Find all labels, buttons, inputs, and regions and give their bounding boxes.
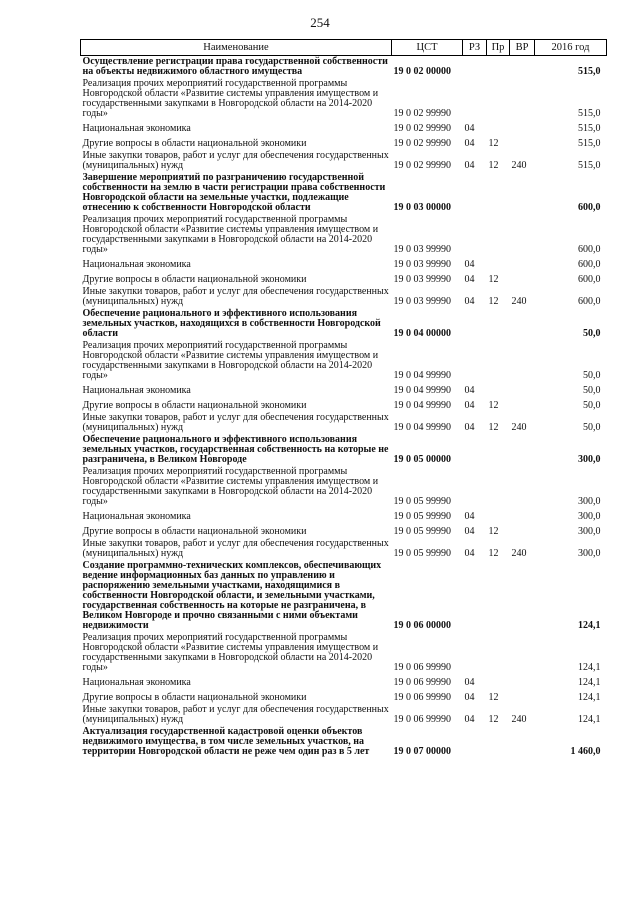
row-amount: 124,1 — [578, 714, 601, 725]
header-name: Наименование — [81, 40, 392, 56]
table-row — [81, 150, 607, 172]
row-vr — [510, 689, 535, 704]
row-pr — [487, 560, 510, 632]
table-row — [81, 689, 607, 704]
row-amount: 124,1 — [578, 692, 601, 703]
row-pr — [487, 308, 510, 340]
row-cst: 19 0 05 00000 — [393, 454, 451, 465]
row-name: Иные закупки товаров, работ и услуг для обеспечения государственных (муниципальных) нужд — [82, 150, 389, 171]
row-cst: 19 0 06 99990 — [393, 692, 451, 703]
row-amount: 50,0 — [583, 385, 601, 396]
row-pr — [487, 508, 510, 523]
table-row — [81, 397, 607, 412]
row-name: Иные закупки товаров, работ и услуг для обеспечения государственных (муниципальных) нужд — [82, 286, 389, 307]
table-row — [81, 726, 607, 758]
row-amount: 515,0 — [578, 108, 601, 119]
table-row — [81, 340, 607, 382]
row-name: Другие вопросы в области национальной экономики — [82, 138, 307, 149]
row-amount: 600,0 — [578, 296, 601, 307]
row-cst: 19 0 06 99990 — [393, 677, 451, 688]
row-amount: 600,0 — [578, 274, 601, 285]
row-rz: 04 — [464, 526, 475, 537]
row-rz: 04 — [464, 692, 475, 703]
row-rz — [463, 466, 487, 508]
row-cst: 19 0 03 99990 — [393, 244, 451, 255]
row-amount: 515,0 — [578, 123, 601, 134]
row-cst: 19 0 03 00000 — [393, 202, 451, 213]
table-row — [81, 434, 607, 466]
row-name: Актуализация государственной кадастровой оценки объектов недвижимого имущества, в том числе земельных участков, на территории Новгородской области не реже чем один раз в 5 лет — [82, 726, 370, 757]
row-cst: 19 0 05 99990 — [393, 511, 451, 522]
row-rz: 04 — [464, 714, 475, 725]
row-pr: 12 — [488, 296, 499, 307]
row-name: Реализация прочих мероприятий государственной программы Новгородской области «Развитие системы управления имуществом и государственными закупками в Новгородской области на 2014-2020 годы» — [82, 340, 379, 381]
row-amount: 600,0 — [578, 244, 601, 255]
row-cst: 19 0 04 99990 — [393, 370, 451, 381]
row-name: Обеспечение рационального и эффективного использования земельных участков, находящихся в собственности Новгородской области — [82, 308, 381, 339]
row-name: Другие вопросы в области национальной экономики — [82, 692, 307, 703]
row-pr — [487, 172, 510, 214]
row-rz: 04 — [464, 400, 475, 411]
row-rz — [463, 726, 487, 758]
header-rz: РЗ — [463, 40, 487, 56]
row-cst: 19 0 03 99990 — [393, 296, 451, 307]
table-row — [81, 271, 607, 286]
row-cst: 19 0 05 99990 — [393, 548, 451, 559]
row-amount: 515,0 — [578, 138, 601, 149]
row-rz: 04 — [464, 385, 475, 396]
row-amount: 50,0 — [583, 400, 601, 411]
row-amount: 50,0 — [583, 370, 601, 381]
row-vr — [510, 382, 535, 397]
row-rz: 04 — [464, 123, 475, 134]
row-vr — [510, 523, 535, 538]
row-vr — [510, 508, 535, 523]
row-pr — [487, 434, 510, 466]
row-rz: 04 — [464, 677, 475, 688]
row-vr — [510, 172, 535, 214]
row-rz: 04 — [464, 274, 475, 285]
row-cst: 19 0 05 99990 — [393, 496, 451, 507]
row-name: Другие вопросы в области национальной экономики — [82, 526, 307, 537]
row-cst: 19 0 02 99990 — [393, 160, 451, 171]
row-rz: 04 — [464, 259, 475, 270]
row-name: Иные закупки товаров, работ и услуг для обеспечения государственных (муниципальных) нужд — [82, 412, 389, 433]
row-rz: 04 — [464, 511, 475, 522]
table-row — [81, 466, 607, 508]
row-amount: 1 460,0 — [570, 746, 601, 757]
table-row — [81, 508, 607, 523]
header-vr: ВР — [510, 40, 535, 56]
row-vr — [510, 135, 535, 150]
table-row — [81, 412, 607, 434]
table-row — [81, 135, 607, 150]
table-header-row — [81, 40, 607, 56]
table-row — [81, 78, 607, 120]
row-rz — [463, 78, 487, 120]
row-vr — [510, 214, 535, 256]
row-amount: 600,0 — [578, 202, 601, 213]
row-amount: 300,0 — [578, 548, 601, 559]
row-amount: 50,0 — [583, 328, 601, 339]
row-pr: 12 — [488, 692, 499, 703]
row-rz: 04 — [464, 548, 475, 559]
row-amount: 300,0 — [578, 454, 601, 465]
row-cst: 19 0 04 99990 — [393, 400, 451, 411]
row-name: Иные закупки товаров, работ и услуг для обеспечения государственных (муниципальных) нужд — [82, 538, 389, 559]
row-rz — [463, 56, 487, 79]
row-amount: 515,0 — [578, 66, 601, 77]
row-rz: 04 — [464, 296, 475, 307]
row-pr: 12 — [488, 422, 499, 433]
row-amount: 124,1 — [578, 620, 601, 631]
row-amount: 300,0 — [578, 526, 601, 537]
row-vr — [510, 56, 535, 79]
row-name: Обеспечение рационального и эффективного использования земельных участков, государственная собственность на которые не разграничена, в Великом Новгороде — [82, 434, 389, 465]
table-row — [81, 308, 607, 340]
row-vr — [510, 120, 535, 135]
row-vr: 240 — [511, 422, 527, 433]
table-row — [81, 632, 607, 674]
row-name: Реализация прочих мероприятий государственной программы Новгородской области «Развитие системы управления имуществом и государственными закупками в Новгородской области на 2014-2020 годы» — [82, 214, 379, 255]
row-rz — [463, 560, 487, 632]
row-cst: 19 0 06 99990 — [393, 662, 451, 673]
row-cst: 19 0 02 00000 — [393, 66, 451, 77]
row-vr: 240 — [511, 160, 527, 171]
row-vr: 240 — [511, 714, 527, 725]
row-amount: 300,0 — [578, 496, 601, 507]
row-name: Реализация прочих мероприятий государственной программы Новгородской области «Развитие системы управления имуществом и государственными закупками в Новгородской области на 2014-2020 годы» — [82, 632, 379, 673]
row-vr — [510, 78, 535, 120]
table-row — [81, 256, 607, 271]
row-pr: 12 — [488, 548, 499, 559]
row-name: Национальная экономика — [82, 259, 191, 270]
row-rz — [463, 434, 487, 466]
row-vr — [510, 726, 535, 758]
header-pr: Пр — [487, 40, 510, 56]
row-rz — [463, 340, 487, 382]
row-vr — [510, 560, 535, 632]
table-row — [81, 538, 607, 560]
budget-table — [80, 39, 607, 758]
table-row — [81, 523, 607, 538]
header-year: 2016 год — [535, 40, 607, 56]
row-name: Национальная экономика — [82, 123, 191, 134]
row-pr — [487, 340, 510, 382]
row-pr — [487, 674, 510, 689]
table-row — [81, 172, 607, 214]
row-cst: 19 0 03 99990 — [393, 274, 451, 285]
row-vr — [510, 340, 535, 382]
row-name: Национальная экономика — [82, 385, 191, 396]
row-vr — [510, 632, 535, 674]
table-row — [81, 560, 607, 632]
row-cst: 19 0 06 99990 — [393, 714, 451, 725]
row-cst: 19 0 04 99990 — [393, 385, 451, 396]
row-amount: 600,0 — [578, 259, 601, 270]
row-name: Национальная экономика — [82, 511, 191, 522]
row-name: Осуществление регистрации права государственной собственности на объекты недвижимого областного имущества — [82, 56, 388, 77]
row-name: Реализация прочих мероприятий государственной программы Новгородской области «Развитие системы управления имуществом и государственными закупками в Новгородской области на 2014-2020 годы» — [82, 78, 379, 119]
row-pr: 12 — [488, 160, 499, 171]
table-row — [81, 56, 607, 79]
row-cst: 19 0 04 00000 — [393, 328, 451, 339]
row-rz: 04 — [464, 138, 475, 149]
row-rz — [463, 172, 487, 214]
table-row — [81, 286, 607, 308]
row-name: Иные закупки товаров, работ и услуг для обеспечения государственных (муниципальных) нужд — [82, 704, 389, 725]
row-rz: 04 — [464, 422, 475, 433]
row-pr — [487, 78, 510, 120]
row-pr: 12 — [488, 400, 499, 411]
table-body — [81, 56, 607, 759]
row-cst: 19 0 02 99990 — [393, 138, 451, 149]
row-pr: 12 — [488, 138, 499, 149]
table-row — [81, 704, 607, 726]
row-name: Реализация прочих мероприятий государственной программы Новгородской области «Развитие системы управления имуществом и государственными закупками в Новгородской области на 2014-2020 годы» — [82, 466, 379, 507]
row-cst: 19 0 02 99990 — [393, 123, 451, 134]
row-pr — [487, 56, 510, 79]
row-name: Другие вопросы в области национальной экономики — [82, 400, 307, 411]
row-rz — [463, 632, 487, 674]
row-amount: 50,0 — [583, 422, 601, 433]
row-name: Другие вопросы в области национальной экономики — [82, 274, 307, 285]
row-vr — [510, 434, 535, 466]
row-amount: 515,0 — [578, 160, 601, 171]
row-vr: 240 — [511, 548, 527, 559]
row-rz — [463, 308, 487, 340]
row-pr — [487, 382, 510, 397]
row-name: Завершение мероприятий по разграничению государственной собственности на землю в части регистрации права собственности Новгородской области на земельные участки, подлежащие отнесению к собственности Новгородской области — [82, 172, 386, 213]
row-vr — [510, 397, 535, 412]
row-pr: 12 — [488, 274, 499, 285]
row-pr — [487, 214, 510, 256]
row-name: Создание программно-технических комплексов, обеспечивающих ведение информационных баз данных по управлению и распоряжению земельными участками, находящимися в собственности Новгородской области, и земельными участками, государственная собственность на которые не разграничена, в Великом Новгороде и прочно связанными с ними объектами недвижимости — [82, 560, 382, 631]
row-rz — [463, 214, 487, 256]
row-amount: 124,1 — [578, 677, 601, 688]
page-number: 254 — [310, 15, 330, 30]
table-row — [81, 382, 607, 397]
table-row — [81, 214, 607, 256]
row-pr: 12 — [488, 526, 499, 537]
row-pr — [487, 726, 510, 758]
row-pr — [487, 256, 510, 271]
row-cst: 19 0 06 00000 — [393, 620, 451, 631]
row-amount: 300,0 — [578, 511, 601, 522]
row-name: Национальная экономика — [82, 677, 191, 688]
row-cst: 19 0 02 99990 — [393, 108, 451, 119]
row-pr — [487, 120, 510, 135]
table-row — [81, 120, 607, 135]
row-cst: 19 0 07 00000 — [393, 746, 451, 757]
row-vr — [510, 466, 535, 508]
row-vr: 240 — [511, 296, 527, 307]
row-vr — [510, 271, 535, 286]
row-vr — [510, 308, 535, 340]
header-cst: ЦСТ — [392, 40, 463, 56]
row-rz: 04 — [464, 160, 475, 171]
row-cst: 19 0 03 99990 — [393, 259, 451, 270]
table-row — [81, 674, 607, 689]
row-pr — [487, 466, 510, 508]
row-cst: 19 0 04 99990 — [393, 422, 451, 433]
row-vr — [510, 256, 535, 271]
row-pr: 12 — [488, 714, 499, 725]
row-amount: 124,1 — [578, 662, 601, 673]
row-pr — [487, 632, 510, 674]
row-cst: 19 0 05 99990 — [393, 526, 451, 537]
row-vr — [510, 674, 535, 689]
